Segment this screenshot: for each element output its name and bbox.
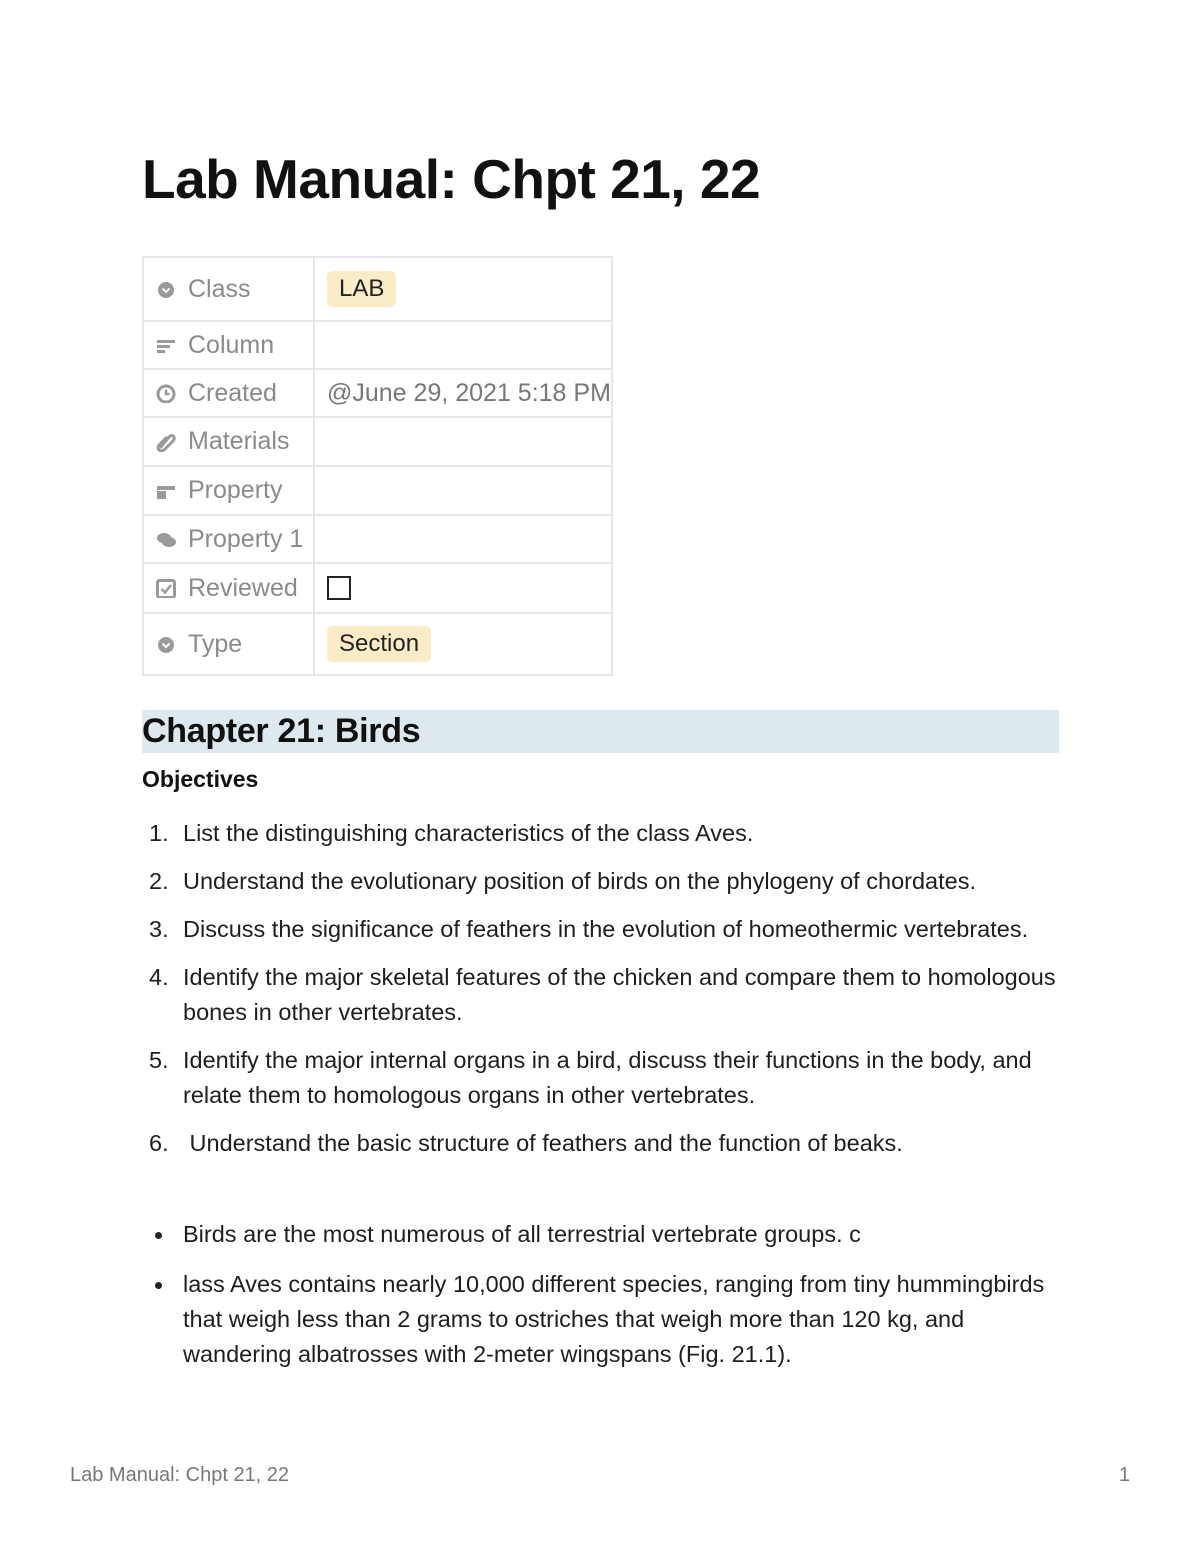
list-number: 3.: [149, 916, 169, 942]
list-item-text: Identify the major internal organs in a bird, discuss their functions in the body, and relate them to homologous organs in other vertebrates.: [183, 1047, 1032, 1108]
bullet-dot: [155, 1232, 162, 1239]
property-row-materials: [143, 417, 612, 466]
list-item: [142, 1043, 1062, 1113]
page-number: 1: [1118, 1464, 1130, 1486]
list-item-text: Understand the basic structure of feathers and the function of beaks.: [183, 1130, 903, 1156]
list-number: 4.: [149, 964, 169, 990]
property-label: Type: [188, 629, 243, 658]
text-icon: [156, 481, 176, 501]
list-item-text: Identify the major skeletal features of the chicken and compare them to homologous bones in other vertebrates.: [183, 964, 1056, 1025]
objectives-list: [142, 816, 1062, 1174]
bullet-list: [142, 1217, 1062, 1387]
property-label: Reviewed: [188, 573, 298, 602]
property-label: Column: [188, 330, 275, 359]
list-item: [142, 960, 1062, 1030]
created-value: @June 29, 2021 5:18 PM: [327, 378, 611, 407]
text-icon: [156, 335, 176, 355]
attachment-icon: [156, 432, 176, 452]
property-row-created: [143, 369, 612, 417]
section-heading: Chapter 21: Birds: [142, 710, 1059, 753]
list-item: [142, 1126, 1062, 1161]
footer-title: Lab Manual: Chpt 21, 22: [70, 1464, 290, 1486]
bullet-dot: [155, 1282, 162, 1289]
list-item-text: Understand the evolutionary position of birds on the phylogeny of chordates.: [183, 868, 976, 894]
property-label: Created: [188, 378, 277, 407]
list-number: 1.: [149, 820, 169, 846]
multiselect-icon: [156, 529, 176, 549]
property-label: Materials: [188, 427, 290, 455]
list-item: [142, 816, 1062, 851]
property-label: Class: [188, 274, 251, 303]
list-item-text: List the distinguishing characteristics of the class Aves.: [183, 820, 754, 846]
page-title: Lab Manual: Chpt 21, 22: [142, 148, 761, 210]
list-item: [142, 912, 1062, 947]
list-number: 2.: [149, 868, 169, 894]
clock-icon: [156, 383, 176, 403]
reviewed-checkbox[interactable]: [327, 576, 351, 600]
properties-table: [142, 256, 613, 676]
bullet-text: lass Aves contains nearly 10,000 different species, ranging from tiny hummingbirds that weigh less than 2 grams to ostriches that weigh more than 120 kg, and wandering albatrosses with 2-meter wingspans (Fig. 21.1).: [183, 1271, 1045, 1367]
property-row-property-1: [143, 515, 612, 563]
property-row-reviewed: [143, 563, 612, 613]
select-icon: [156, 279, 176, 299]
select-icon: [156, 634, 176, 654]
list-number: 5.: [149, 1047, 169, 1073]
type-tag[interactable]: Section: [327, 626, 431, 662]
bullet-item: [142, 1217, 1062, 1252]
list-item-text: Discuss the significance of feathers in the evolution of homeothermic vertebrates.: [183, 916, 1029, 942]
list-item: [142, 864, 1062, 899]
list-number: 6.: [149, 1130, 169, 1156]
property-row-property: [143, 466, 612, 515]
property-row-column: [143, 321, 612, 369]
class-tag[interactable]: LAB: [327, 271, 396, 307]
property-row-class: [143, 257, 612, 321]
objectives-label: Objectives: [142, 766, 259, 792]
property-label: Property 1: [188, 524, 304, 553]
bullet-text: Birds are the most numerous of all terrestrial vertebrate groups. c: [183, 1221, 861, 1247]
property-label: Property: [188, 476, 283, 504]
bullet-item: [142, 1267, 1062, 1372]
checkbox-icon: [156, 578, 176, 598]
property-row-type: [143, 613, 612, 675]
